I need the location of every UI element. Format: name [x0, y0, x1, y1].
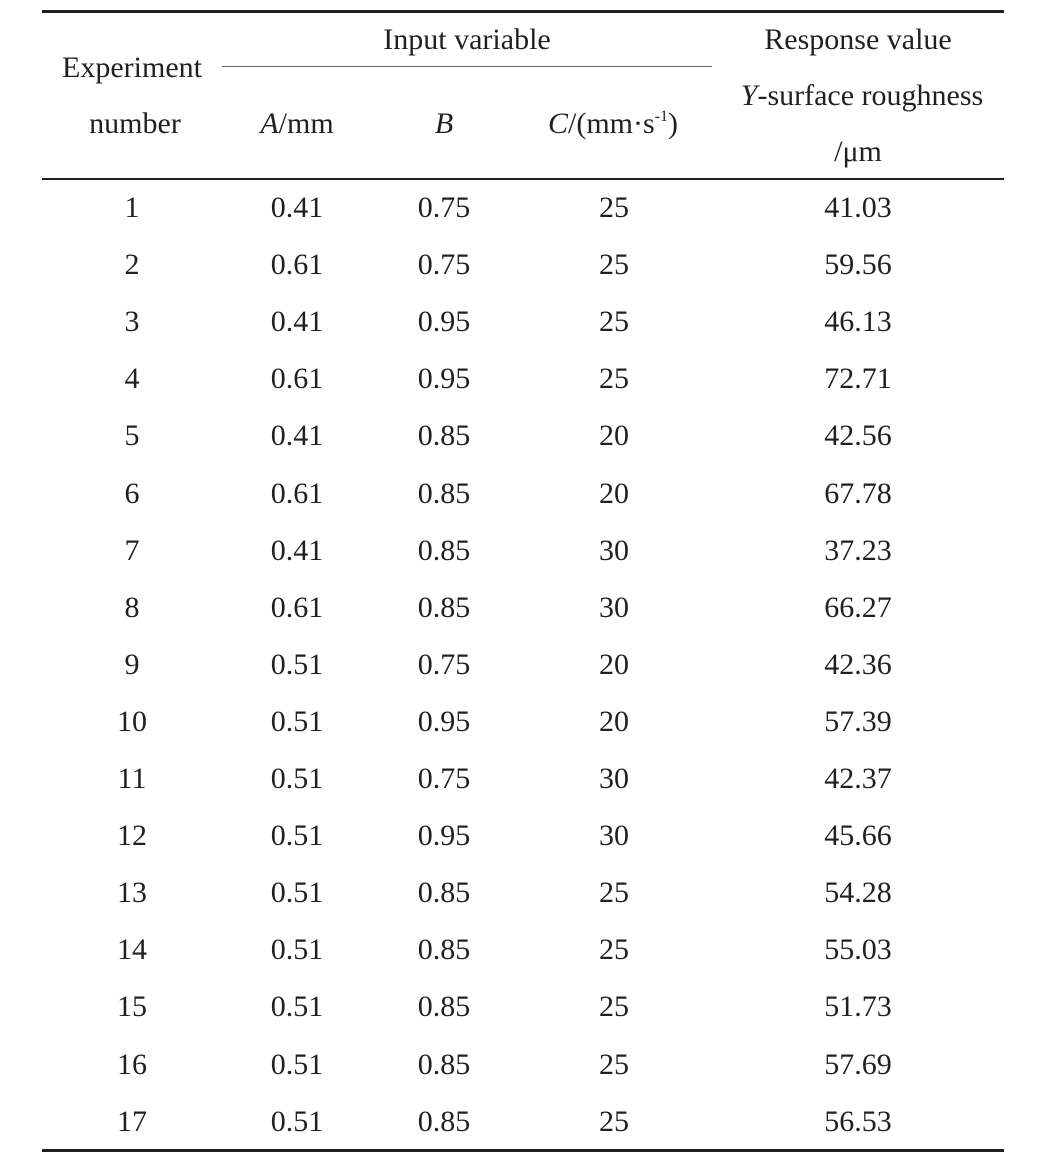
- col-a-unit: /mm: [278, 107, 334, 140]
- b-value-cell: 0.85: [417, 476, 471, 510]
- b-value-cell: 0.85: [417, 876, 471, 910]
- y-value-cell: 41.03: [824, 191, 892, 224]
- y-value-cell: 57.39: [824, 704, 892, 738]
- y-value-cell: 37.23: [824, 533, 892, 567]
- experiment-number-cell: 10: [117, 704, 147, 738]
- header-response-line1: Response value: [764, 23, 952, 56]
- b-value-cell: 0.75: [417, 647, 471, 681]
- experiment-number-cell: 7: [124, 533, 140, 567]
- c-value-cell: 25: [599, 933, 629, 967]
- c-value-cell: 20: [599, 476, 629, 510]
- y-value-cell: 55.03: [824, 933, 892, 967]
- a-value-cell: 0.51: [270, 933, 324, 967]
- a-value-cell: 0.41: [270, 533, 324, 567]
- b-value-cell: 0.85: [417, 990, 471, 1024]
- y-value-cell: 42.56: [824, 419, 892, 453]
- response-description: -surface roughness: [757, 79, 984, 112]
- experiment-number-cell: 1: [124, 191, 140, 224]
- col-c-unit-open: /(mm·s: [568, 107, 655, 140]
- experiment-number-cell: 15: [117, 990, 147, 1024]
- a-value-cell: 0.61: [270, 476, 324, 510]
- a-value-cell: 0.51: [270, 1104, 324, 1138]
- c-value-cell: 20: [599, 647, 629, 681]
- y-value-cell: 45.66: [824, 819, 892, 853]
- b-value-cell: 0.85: [417, 419, 471, 453]
- a-value-cell: 0.41: [270, 191, 324, 224]
- a-value-cell: 0.51: [270, 647, 324, 681]
- y-value-cell: 59.56: [824, 248, 892, 282]
- y-value-cell: 42.37: [824, 762, 892, 795]
- y-value-cell: 72.71: [824, 362, 892, 396]
- a-value-cell: 0.61: [270, 248, 324, 282]
- c-value-cell: 25: [599, 305, 629, 339]
- header-experiment-line1: Experiment: [62, 51, 202, 84]
- experiment-number-cell: 3: [124, 305, 140, 339]
- c-value-cell: 25: [599, 1047, 629, 1081]
- b-value-cell: 0.85: [417, 933, 471, 967]
- b-value-cell: 0.95: [417, 362, 471, 396]
- y-value-cell: 67.78: [824, 476, 892, 510]
- experiment-number-cell: 2: [124, 248, 140, 282]
- experiment-number-cell: 5: [124, 419, 140, 453]
- b-value-cell: 0.75: [417, 762, 471, 795]
- y-value-cell: 42.36: [824, 647, 892, 681]
- y-value-cell: 56.53: [824, 1104, 892, 1138]
- c-value-cell: 25: [599, 362, 629, 396]
- experiment-number-cell: 16: [117, 1047, 147, 1081]
- experiment-number-cell: 9: [124, 647, 140, 681]
- a-value-cell: 0.51: [270, 704, 324, 738]
- experiment-number-cell: 17: [117, 1104, 147, 1138]
- c-value-cell: 20: [599, 419, 629, 453]
- y-value-cell: 46.13: [824, 305, 892, 339]
- c-value-cell: 25: [599, 990, 629, 1024]
- a-value-cell: 0.51: [270, 1047, 324, 1081]
- c-value-cell: 25: [599, 876, 629, 910]
- experiment-number-cell: 4: [124, 362, 140, 396]
- experiment-number-cell: 14: [117, 933, 147, 967]
- experiment-number-cell: 12: [117, 819, 147, 853]
- experiment-number-cell: 11: [117, 762, 147, 795]
- c-value-cell: 30: [599, 533, 629, 567]
- c-value-cell: 30: [599, 819, 629, 853]
- y-value-cell: 57.69: [824, 1047, 892, 1081]
- y-value-cell: 66.27: [824, 590, 892, 624]
- experiment-number-cell: 13: [117, 876, 147, 910]
- y-value-cell: 51.73: [824, 990, 892, 1024]
- c-value-cell: 30: [599, 590, 629, 624]
- col-b-variable: B: [434, 107, 454, 140]
- a-value-cell: 0.51: [270, 876, 324, 910]
- header-experiment-line2: number: [89, 107, 181, 140]
- response-variable: Y: [740, 79, 758, 112]
- b-value-cell: 0.95: [417, 819, 471, 853]
- a-value-cell: 0.51: [270, 762, 324, 795]
- c-value-cell: 30: [599, 762, 629, 795]
- y-value-cell: 54.28: [824, 876, 892, 910]
- b-value-cell: 0.85: [417, 1047, 471, 1081]
- col-c-unit-sup: -1: [654, 108, 669, 125]
- a-value-cell: 0.51: [270, 819, 324, 853]
- col-a-variable: A: [260, 107, 279, 140]
- experiment-number-cell: 6: [124, 476, 140, 510]
- b-value-cell: 0.85: [417, 533, 471, 567]
- b-value-cell: 0.95: [417, 704, 471, 738]
- a-value-cell: 0.41: [270, 305, 324, 339]
- b-value-cell: 0.75: [417, 248, 471, 282]
- col-c-variable: C: [547, 107, 569, 140]
- col-c-unit-close: ): [668, 107, 679, 140]
- c-value-cell: 20: [599, 704, 629, 738]
- c-value-cell: 25: [599, 1104, 629, 1138]
- header-input-variable: Input variable: [383, 23, 551, 56]
- c-value-cell: 25: [599, 248, 629, 282]
- experiment-number-cell: 8: [124, 590, 140, 624]
- a-value-cell: 0.61: [270, 590, 324, 624]
- b-value-cell: 0.75: [417, 191, 471, 224]
- a-value-cell: 0.61: [270, 362, 324, 396]
- header-response-line3: /μm: [834, 135, 882, 168]
- c-value-cell: 25: [599, 191, 629, 224]
- b-value-cell: 0.85: [417, 590, 471, 624]
- a-value-cell: 0.51: [270, 990, 324, 1024]
- b-value-cell: 0.85: [417, 1104, 471, 1138]
- a-value-cell: 0.41: [270, 419, 324, 453]
- b-value-cell: 0.95: [417, 305, 471, 339]
